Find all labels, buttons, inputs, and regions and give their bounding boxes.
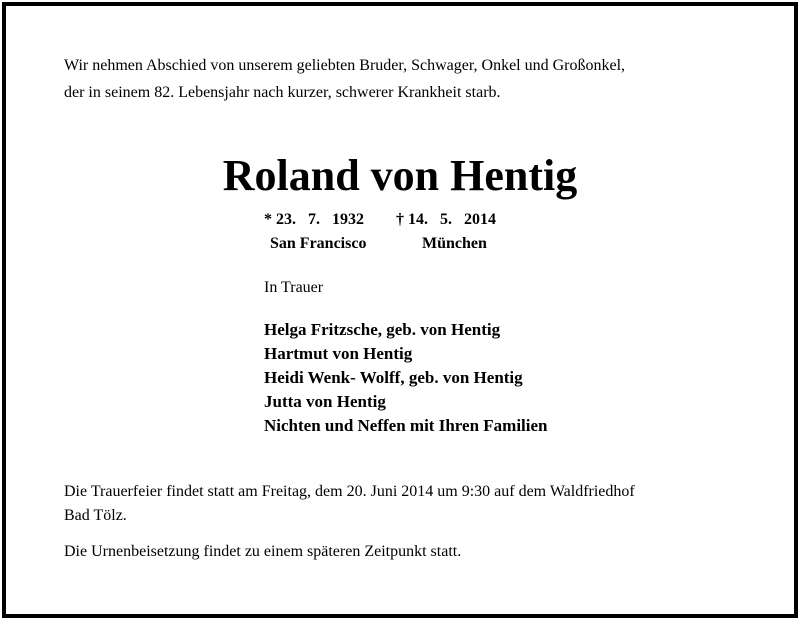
mourner-item: Heidi Wenk- Wolff, geb. von Hentig bbox=[264, 368, 523, 387]
intro-line: Wir nehmen Abschied von unserem geliebten Bruder, Schwager, Onkel und Großonkel, bbox=[64, 57, 626, 74]
mourner-item: Hartmut von Hentig bbox=[264, 344, 413, 363]
ceremony-line: Die Trauerfeier findet statt am Freitag, dem 20. Juni 2014 um 9:30 auf dem Waldfriedhof bbox=[64, 483, 635, 500]
death-info bbox=[396, 208, 496, 256]
birth-date: * 23. 7. 1932 bbox=[264, 211, 364, 228]
death-date: † 14. 5. 2014 bbox=[396, 211, 496, 228]
urn-burial-info: Die Urnenbeisetzung findet zu einem späteren Zeitpunkt statt. bbox=[64, 543, 462, 560]
mourner-item: Nichten und Neffen mit Ihren Familien bbox=[264, 416, 548, 435]
mourners-list bbox=[264, 318, 548, 438]
birth-info bbox=[264, 208, 366, 256]
birth-place: San Francisco bbox=[270, 235, 367, 252]
mourner-item: Helga Fritzsche, geb. von Hentig bbox=[264, 320, 501, 339]
death-place: München bbox=[422, 235, 487, 252]
intro-text bbox=[64, 52, 764, 106]
mourning-label: In Trauer bbox=[264, 279, 324, 296]
obituary-notice bbox=[2, 2, 798, 618]
ceremony-info bbox=[64, 480, 764, 528]
mourner-item: Jutta von Hentig bbox=[264, 392, 386, 411]
ceremony-line: Bad Tölz. bbox=[64, 507, 127, 524]
deceased-name: Roland von Hentig bbox=[222, 151, 578, 200]
intro-line: der in seinem 82. Lebensjahr nach kurzer, schwerer Krankheit starb. bbox=[64, 84, 501, 101]
